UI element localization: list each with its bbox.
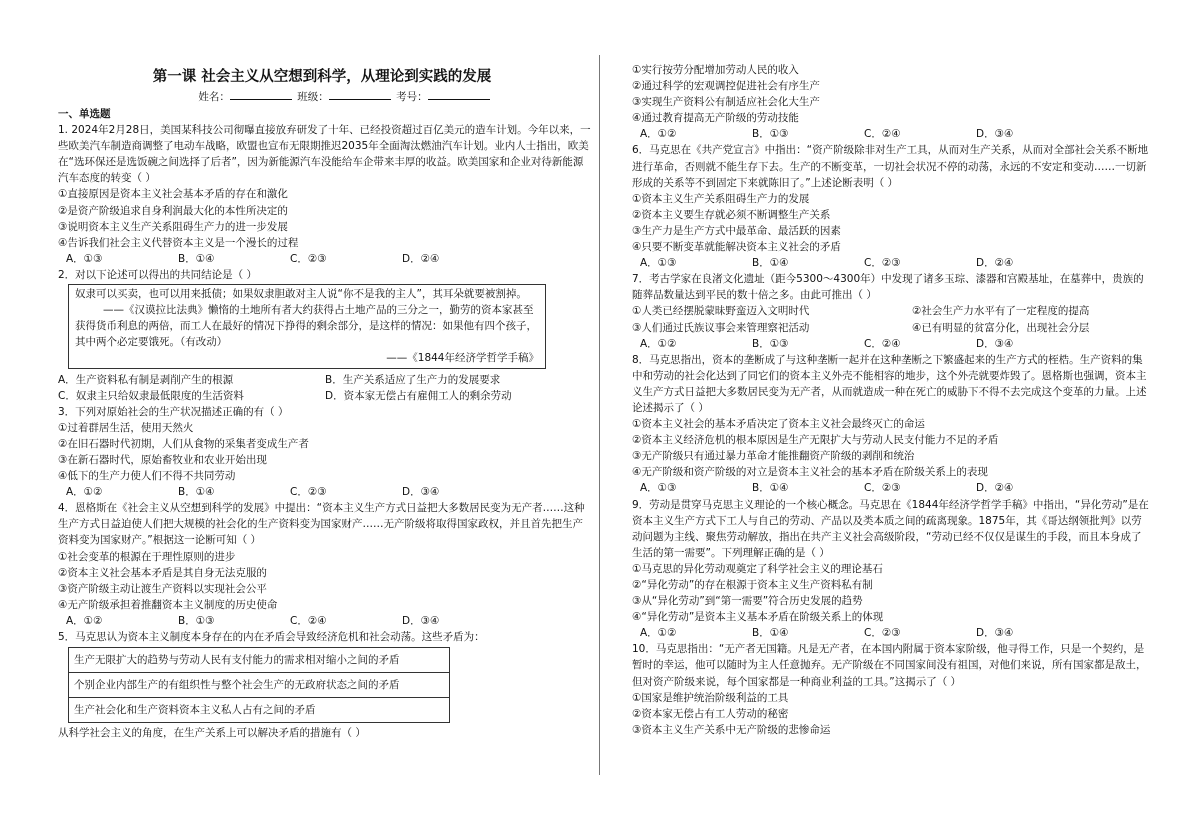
q8-item: ②资本主义经济危机的根本原因是生产无限扩大与劳动人民支付能力不足的矛盾 [632,434,999,447]
q6-item: ③生产力是生产方式中最革命、最活跃的因素 [632,224,841,237]
q3-item: ④低下的生产力使人们不得不共同劳动 [58,470,236,483]
q4-option-c[interactable]: C．②④ [290,614,327,627]
class-label: 班级： [297,91,329,103]
q8-stem: 8．马克思指出，资本的垄断成了与这种垄断一起并在这种垄断之下繁盛起来的生产方式的桎梏。生产资料的集中和劳动的社会化达到了同它们的资本主义外壳不能相容的地步，这个外壳就要炸毁了。恩格斯也强调，资本主义生产方式日益把大多数居民变为无产者，从而就造成一种在死亡的威胁下不得不去完成这个变革的力量。上述论述揭示了（ ） [632,353,1147,414]
q4-item: ③资产阶级主动让渡生产资料以实现社会公平 [58,582,267,595]
q6-item: ④只要不断变革就能解决资本主义社会的矛盾 [632,241,841,254]
q3-option-a[interactable]: A．①② [66,486,103,499]
q5-table-row: 生产无限扩大的趋势与劳动人民有支付能力的需求相对缩小之间的矛盾 [69,648,449,673]
q1-stem: 1. 2024年2月28日，美国某科技公司彻曝直接放弃研发了十年、已经投资超过百亿美元的造车计划。今年以来，一些欧美汽车制造商调整了电动车战略，欧盟也宣布无限期推迟2035年全面淘汰燃油汽车计划。业内人士指出，欧美在“选环保还是选饭碗之间选择了后者”，因为新能源汽车没能给车企带来丰厚的收益。欧美国家和企业对待新能源汽车态度的转变（ ） [58,124,591,185]
q5-item: ①实行按劳分配增加劳动人民的收入 [632,64,799,76]
q10-item: ①国家是维护统治阶级利益的工具 [632,691,789,704]
q4-item: ①社会变革的根源在于理性原则的进步 [58,550,236,563]
right-column [632,62,1150,738]
q4-options [58,613,592,629]
q1-option-b[interactable]: B．①④ [178,252,215,265]
q9-option-a[interactable]: A．①② [640,627,677,640]
q5-options [632,126,1150,142]
q5-item: ④通过教育提高无产阶级的劳动技能 [632,112,799,125]
class-blank[interactable] [329,88,391,100]
q10-item: ②资本家无偿占有工人劳动的秘密 [632,707,789,720]
q6-option-b[interactable]: B．①④ [752,257,789,270]
exam-no-blank[interactable] [428,88,490,100]
q7-option-d[interactable]: D．③④ [976,337,1014,350]
q5-option-a[interactable]: A．①② [640,128,677,141]
q2-stem: 2．对以下论述可以得出的共同结论是（ ） [58,268,258,281]
q1-item: ③说明资本主义生产关系阻碍生产力的进一步发展 [58,220,288,233]
q7-option-b[interactable]: B．①③ [752,337,789,350]
q8-option-b[interactable]: B．①④ [752,482,789,495]
q2-option-b[interactable]: B．生产关系适应了生产力的发展要求 [325,373,501,386]
left-column [58,66,592,741]
q9-item: ②“异化劳动”的存在根源于资本主义生产资料私有制 [632,579,873,591]
q4-option-a[interactable]: A．①② [66,614,103,627]
q9-option-c[interactable]: C．②③ [864,627,901,640]
q4-stem: 4．恩格斯在《社会主义从空想到科学的发展》中提出：“资本主义生产方式日益把大多数居民变为无产者……这种生产方式日益迫使人们把大规模的社会化的生产资料变为国家财产……无产阶级将取得国家政权，并且首先把生产资料变为国家财产。”根据这一论断可知（ ） [58,502,585,547]
column-divider [599,55,600,775]
q8-options [632,480,1150,496]
q7-item: ①人类已经摆脱蒙昧野蛮迈入文明时代 [632,305,810,318]
q7-item: ②社会生产力水平有了一定程度的提高 [912,305,1090,318]
q1-options [58,251,592,267]
q7-options [632,336,1150,352]
q5-tail: 从科学社会主义的角度，在生产关系上可以解决矛盾的措施有（ ） [58,727,366,740]
q7-option-c[interactable]: C．②④ [864,337,901,350]
name-blank[interactable] [230,88,292,100]
q9-item: ④“异化劳动”是资本主义基本矛盾在阶级关系上的体现 [632,611,884,624]
q6-stem: 6．马克思在《共产党宣言》中指出：“资产阶级除非对生产工具，从而对生产关系，从而对全部社会关系不断地进行革命，否则就不能生存下去。生产的不断变革，一切社会状况不停的动荡，永远的不安定和变动……一切新形成的关系等不到固定下来就陈旧了。”上述论断表明（ ） [632,144,1149,189]
q5-option-b[interactable]: B．①③ [752,128,789,141]
q8-option-a[interactable]: A．①③ [640,482,677,495]
q3-option-d[interactable]: D．③④ [402,486,440,499]
q9-stem: 9．劳动是贯穿马克思主义理论的一个核心概念。马克思在《1844年经济学哲学手稿》中指出，“异化劳动”是在资本主义生产方式下工人与自己的劳动、产品以及类本质之间的疏离现象。1875年，其《哥达纲领批判》以劳动问题为主线、聚焦劳动解放，指出在共产主义社会高级阶段，“劳动已经不仅仅是谋生的手段，而且本身成了生活的第一需要”。下列理解正确的是（ ） [632,498,1149,559]
q8-option-d[interactable]: D．②④ [976,482,1014,495]
q6-option-d[interactable]: D．②④ [976,257,1014,270]
q3-option-c[interactable]: C．②③ [290,486,327,499]
q7-items-row2 [632,320,1150,336]
q9-item: ③从“异化劳动”到“第一需要”符合历史发展的趋势 [632,595,863,608]
name-label: 姓名： [198,91,230,103]
q5-stem: 5．马克思认为资本主义制度本身存在的内在矛盾会导致经济危机和社会动荡。这些矛盾为： [58,631,485,643]
q8-item: ③无产阶级只有通过暴力革命才能推翻资产阶级的剥削和统治 [632,450,915,463]
q5-item: ③实现生产资料公有制适应社会化大生产 [632,96,820,109]
q10-item: ③资本主义生产关系中无产阶级的悲惨命运 [632,723,831,736]
q1-option-c[interactable]: C．②③ [290,252,327,265]
q9-item: ①马克思的异化劳动观奠定了科学社会主义的理论基石 [632,562,883,575]
q2-quote-box [68,284,546,368]
q7-stem: 7．考古学家在良渚文化遗址（距今5300～4300年）中发现了诸多玉琮、漆器和宫殿基址，在墓葬中，贵族的随葬品数量达到平民的数十倍之多。由此可推出（ ） [632,273,1144,302]
q4-item: ④无产阶级承担着推翻资本主义制度的历史使命 [58,598,278,611]
q2-option-a[interactable]: A．生产资料私有制是剥削产生的根源 [58,373,234,386]
q8-item: ①资本主义社会的基本矛盾决定了资本主义社会最终灭亡的命运 [632,418,925,431]
q10-stem: 10．马克思指出：“无产者无国籍。凡是无产者，在本国内附属于资本家阶级，他寻得工作，只是一个契约，是暂时的幸运，他可以随时为主人任意抛弃。无产阶级在不同国家间没有祖国，对他们来说，所有国家都是敌土，但对资产阶级来说，每个国家都是一种商业利益的工具。”这揭示了（ ） [632,643,1147,688]
q2-options-row1 [58,372,592,388]
q4-option-d[interactable]: D．③④ [402,614,440,627]
q2-options-row2 [58,388,592,404]
q6-item: ②资本主义要生存就必须不断调整生产关系 [632,208,831,221]
q6-option-c[interactable]: C．②③ [864,257,901,270]
q7-items-row1 [632,303,1150,319]
student-info-line [98,88,592,106]
q2-option-d[interactable]: D．资本家无偿占有雇佣工人的剩余劳动 [325,389,512,402]
q4-item: ②资本主义社会基本矛盾是其自身无法克服的 [58,566,267,579]
q3-item: ③在新石器时代，原始畜牧业和农业开始出现 [58,453,267,466]
q7-item: ④已有明显的贫富分化，出现社会分层 [912,321,1090,334]
q1-item: ②是资产阶级追求自身利润最大化的本性所决定的 [58,204,288,217]
exam-no-label: 考号： [396,91,428,103]
section-heading: 一、单选题 [58,108,111,120]
q8-item: ④无产阶级和资产阶级的对立是资本主义社会的基本矛盾在阶级关系上的表现 [632,466,988,479]
q3-stem: 3．下列对原始社会的生产状况描述正确的有（ ） [58,405,289,418]
q4-option-b[interactable]: B．①③ [178,614,215,627]
q8-option-c[interactable]: C．②③ [864,482,901,495]
q7-option-a[interactable]: A．①② [640,337,677,350]
page-title: 第一课 社会主义从空想到科学，从理论到实践的发展 [152,68,492,85]
q5-table-row: 个别企业内部生产的有组织性与整个社会生产的无政府状态之间的矛盾 [69,673,449,698]
q2-option-c[interactable]: C．奴隶主只给奴隶最低限度的生活资料 [58,389,244,402]
q5-option-c[interactable]: C．②④ [864,128,901,141]
q9-options [632,625,1150,641]
q5-table-row: 生产社会化和生产资料资本主义私人占有之间的矛盾 [74,704,316,717]
q3-item: ②在旧石器时代初期，人们从食物的采集者变成生产者 [58,437,309,450]
q6-option-a[interactable]: A．①③ [640,257,677,270]
q7-item: ③人们通过氏族议事会来管理察祀活动 [632,321,810,334]
q9-option-b[interactable]: B．①④ [752,627,789,640]
q2-quote-text: 奴隶可以买卖，也可以用来抵债；如果奴隶胆敢对主人说“你不是我的主人”，其耳朵就要被割掉。 [75,288,527,301]
q3-options [58,484,592,500]
q1-option-d[interactable]: D．②④ [402,252,440,265]
q5-item: ②通过科学的宏观调控促进社会有序生产 [632,80,820,93]
q2-quote-source: ——《汉谟拉比法典》懒惰的土地所有者大约获得占土地产品的三分之一，勤劳的资本家甚至获得货币利息的两倍，而工人在最好的情况下挣得的剩余部分，是这样的情况：如果他有四个孩子，其中两个必定要饿死。（有改动） [75,304,537,349]
q6-item: ①资本主义生产关系阻碍生产力的发展 [632,192,810,205]
q1-option-a[interactable]: A．①③ [66,252,103,265]
q5-option-d[interactable]: D．③④ [976,128,1014,141]
q1-item: ①直接原因是资本主义社会基本矛盾的存在和激化 [58,188,288,201]
q6-options [632,255,1150,271]
q3-item: ①过着群居生活，使用天然火 [58,421,194,434]
q2-quote-source-2: ——《1844年经济学哲学手稿》 [386,352,539,365]
q9-option-d[interactable]: D．③④ [976,627,1014,640]
q3-option-b[interactable]: B．①④ [178,486,215,499]
q5-contradictions-table [68,647,450,723]
q1-item: ④告诉我们社会主义代替资本主义是一个漫长的过程 [58,236,299,249]
